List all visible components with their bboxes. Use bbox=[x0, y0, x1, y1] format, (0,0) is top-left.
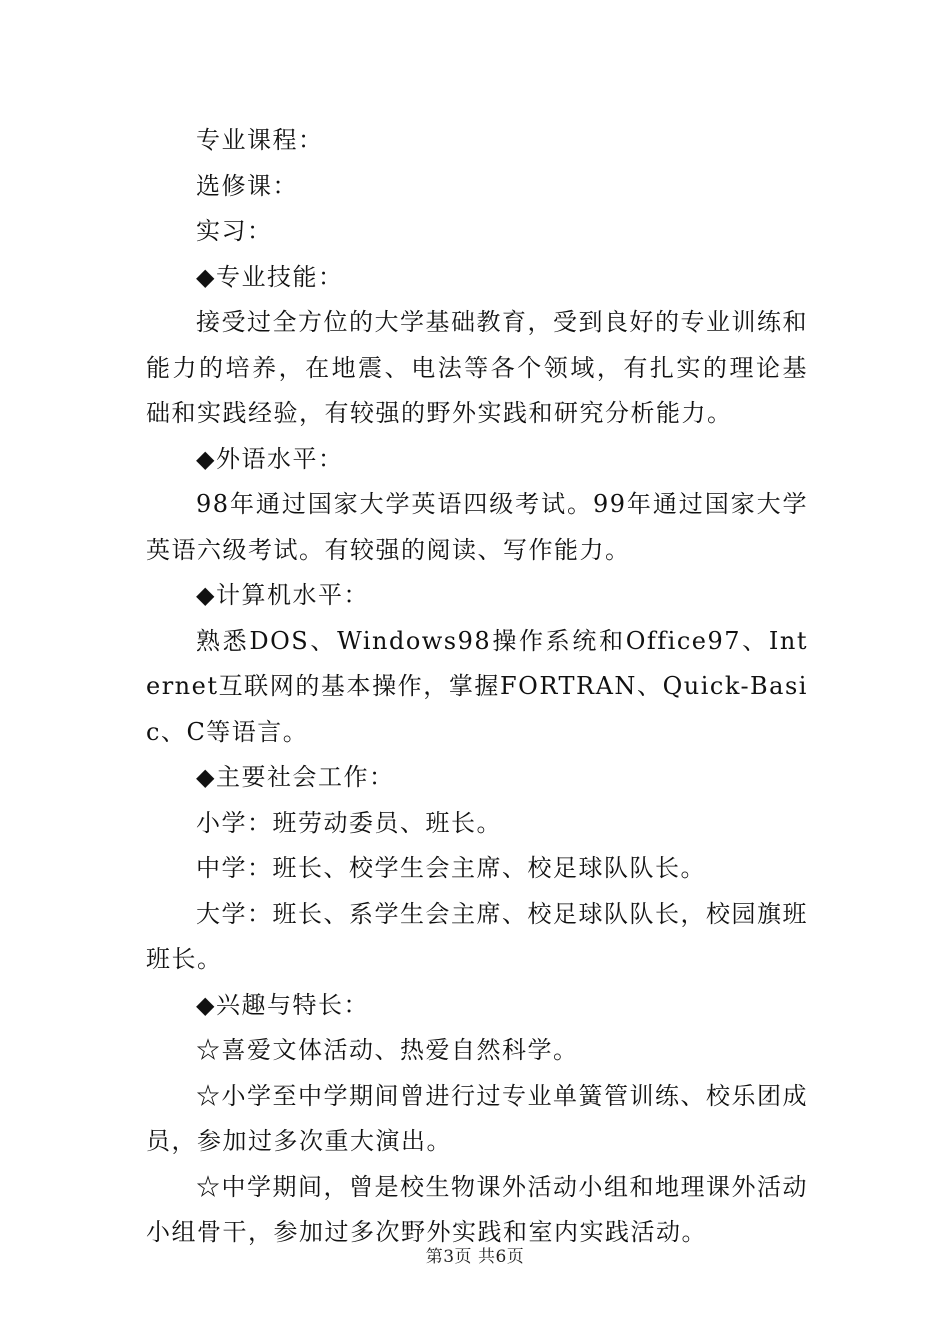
paragraph-professional-skills: 接受过全方位的大学基础教育，受到良好的专业训练和能力的培养，在地震、电法等各个领域，有扎实的理论基础和实践经验，有较强的野外实践和研究分析能力。 bbox=[146, 308, 808, 427]
paragraph-interest-2: ☆小学至中学期间曾进行过专业单簧管训练、校乐团成员，参加过多次重大演出。 bbox=[146, 1081, 808, 1155]
paragraph-computer-skills: 熟悉DOS、Windows98操作系统和Office97、Internet互联网的基本操作，掌握FORTRAN、Quick-Basic、C等语言。 bbox=[146, 626, 808, 746]
paragraph-internship: 实习： bbox=[196, 217, 273, 245]
heading-professional-skills: ◆专业技能： bbox=[196, 262, 344, 291]
paragraph-foreign-language: 98年通过国家大学英语四级考试。99年通过国家大学英语六级考试。有较强的阅读、写作能力。 bbox=[146, 490, 808, 564]
paragraph-interest-3: ☆中学期间，曾是校生物课外活动小组和地理课外活动小组骨干，参加过多次野外实践和室内实践活动。 bbox=[146, 1172, 808, 1246]
heading-foreign-language: ◆外语水平： bbox=[196, 444, 344, 473]
page-footer: 第3页 共6页 bbox=[425, 1247, 525, 1267]
heading-interests: ◆兴趣与特长： bbox=[196, 990, 369, 1019]
paragraph-electives: 选修课： bbox=[196, 171, 298, 200]
heading-social-work: ◆主要社会工作： bbox=[196, 763, 395, 791]
heading-computer-skills: ◆计算机水平： bbox=[196, 581, 369, 609]
paragraph-university: 大学：班长、系学生会主席、校足球队队长，校园旗班班长。 bbox=[146, 899, 808, 973]
paragraph-courses: 专业课程： bbox=[196, 126, 324, 154]
document-body bbox=[146, 118, 808, 1256]
paragraph-interest-1: ☆喜爱文体活动、热爱自然科学。 bbox=[196, 1036, 579, 1064]
paragraph-middle-school: 中学：班长、校学生会主席、校足球队队长。 bbox=[196, 854, 706, 882]
paragraph-primary-school: 小学：班劳动委员、班长。 bbox=[196, 808, 502, 837]
